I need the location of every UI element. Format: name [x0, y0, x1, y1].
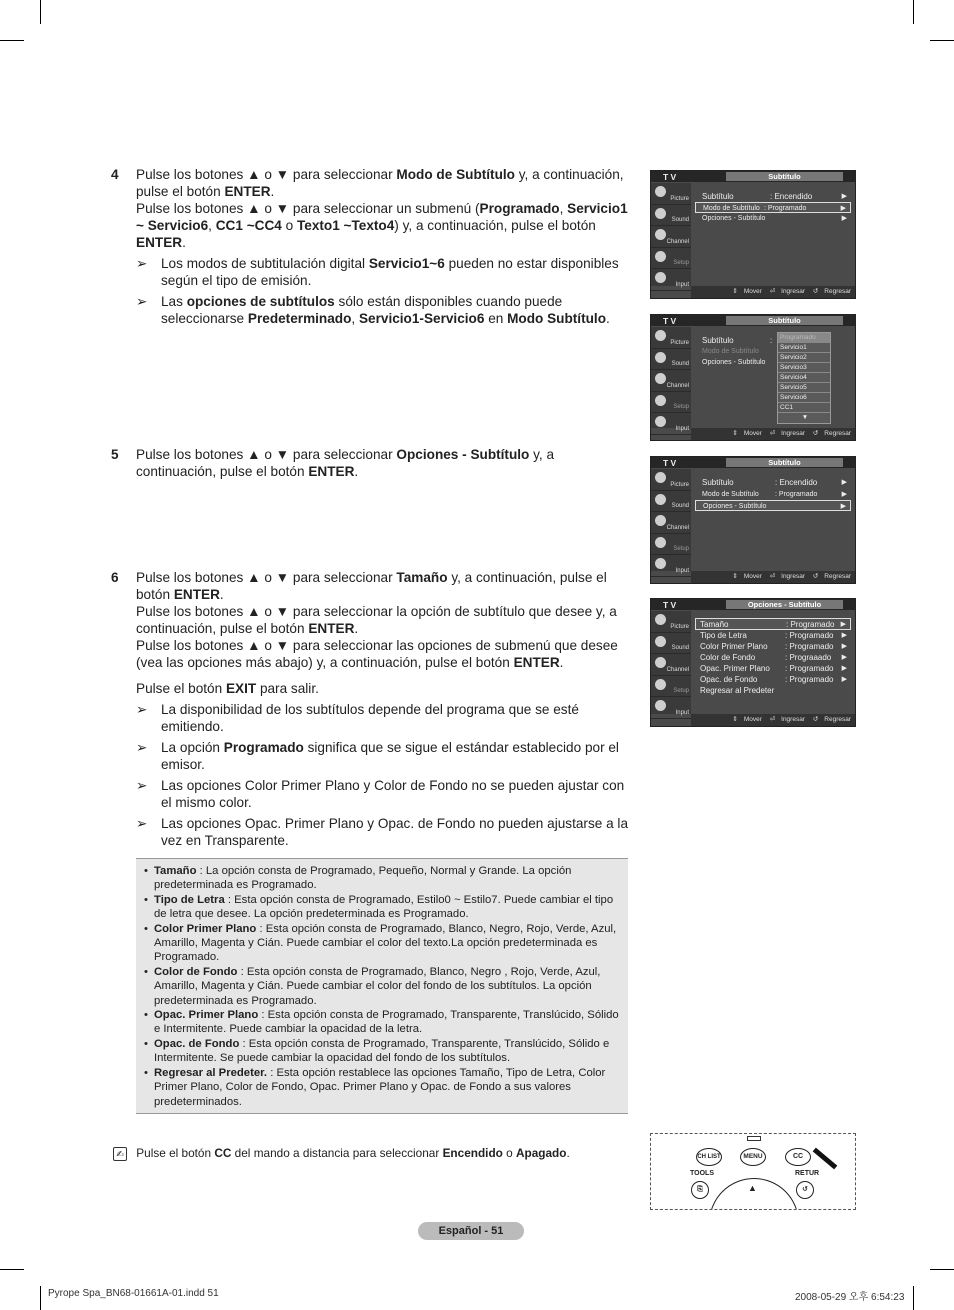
sidebar-label: Setup — [673, 260, 689, 266]
note — [136, 255, 631, 289]
menu-row-selected[interactable] — [695, 202, 851, 213]
picture-icon — [655, 472, 666, 483]
step-text: Pulse los botones ▲ o ▼ para seleccionar Tamaño y, a continuación, pulse el botón ENTER. — [136, 570, 607, 602]
sidebar-item-channel[interactable] — [651, 370, 691, 392]
input-icon — [655, 700, 666, 711]
sidebar-item-setup[interactable] — [651, 676, 691, 698]
tv-footer — [691, 286, 855, 298]
pointer-arrow-icon — [813, 1148, 838, 1170]
arrow-right-icon: ▶ — [841, 632, 847, 639]
menu-row[interactable] — [695, 477, 851, 488]
sidebar-label: Sound — [671, 503, 689, 509]
dropdown-option[interactable]: Servicio1 — [778, 343, 830, 353]
text-bold: Programado — [223, 740, 304, 755]
text-bold: Modo de Subtítulo — [396, 167, 515, 182]
row-key: Tipo de Letra — [700, 631, 747, 640]
cc-button[interactable]: CC — [785, 1148, 811, 1166]
menu-row[interactable] — [695, 630, 851, 641]
text-bold: ENTER — [136, 235, 183, 250]
footer-move: Mover — [743, 716, 762, 723]
crop-mark — [40, 1286, 41, 1310]
footer-move: Mover — [743, 288, 762, 295]
sidebar-item-picture[interactable] — [651, 183, 691, 205]
step-text — [136, 680, 631, 697]
sound-icon — [655, 494, 666, 505]
footer-enter: Ingresar — [781, 430, 805, 437]
up-arrow-icon: ▲ — [748, 1183, 757, 1193]
text: en — [488, 311, 504, 326]
text-bold: opciones de subtítulos — [186, 294, 335, 309]
return-icon: ↺ — [812, 573, 819, 580]
sidebar-item-setup[interactable] — [651, 392, 691, 414]
sidebar-item-setup[interactable] — [651, 248, 691, 270]
setup-icon — [655, 395, 666, 406]
sidebar-item-sound[interactable] — [651, 491, 691, 513]
menu-row-selected[interactable] — [695, 618, 851, 630]
row-key: Subtítulo — [702, 192, 734, 201]
tv-screen-2 — [650, 314, 856, 441]
menu-row[interactable] — [695, 489, 851, 500]
option-name: Regresar al Predeter. — [154, 1066, 268, 1079]
option-text: : Esta opción consta de Programado, Transparente, Translúcido, Sólido e Intermitente. Puede cambiar la opacidad de la letra. — [154, 1009, 619, 1036]
tv-header — [651, 599, 855, 610]
text: Las — [161, 294, 183, 309]
sidebar-item-picture[interactable] — [651, 469, 691, 491]
text-bold: Servicio1~6 — [368, 256, 445, 271]
arrow-right-icon: ▶ — [840, 503, 846, 510]
text-bold: CC1 ~CC4 — [215, 218, 282, 233]
tv-menu-title: Subtítulo — [726, 172, 843, 181]
tv-header — [651, 171, 855, 182]
tools-label: TOOLS — [690, 1170, 714, 1177]
row-value: : Programado — [786, 620, 835, 629]
arrow-right-icon: ▶ — [841, 193, 847, 200]
text-bold: Encendido — [442, 1146, 503, 1160]
tv-footer — [691, 714, 855, 726]
note-arrow-icon: ➢ — [136, 816, 148, 831]
tv-footer — [691, 428, 855, 440]
arrow-right-icon: ▶ — [841, 676, 847, 683]
text-bold: Servicio1-Servicio6 — [358, 311, 485, 326]
text-bold: Apagado — [516, 1146, 567, 1160]
tv-screen-1 — [650, 170, 856, 299]
text: Pulse los botones ▲ o ▼ para seleccionar la opción de subtítulo que desee y, a continuación, pulse el botón — [136, 604, 617, 636]
tv-label: T V — [663, 172, 677, 182]
text: Pulse los botones ▲ o ▼ para seleccionar las opciones de submenú que desee (vea las opciones más abajo) y, a continuación, pulse el botón — [136, 638, 618, 670]
sidebar-item-input[interactable] — [651, 555, 691, 577]
sidebar-label: Picture — [670, 195, 689, 202]
arrow-right-icon: ▶ — [840, 621, 846, 628]
text: Pulse los botones ▲ o ▼ para seleccionar — [136, 167, 393, 182]
sound-icon — [655, 352, 666, 363]
tv-label: T V — [663, 600, 677, 610]
sidebar-label: Setup — [673, 688, 689, 694]
note-arrow-icon: ➢ — [136, 740, 148, 755]
menu-button[interactable]: MENU — [740, 1148, 766, 1166]
return-icon: ↺ — [812, 430, 819, 437]
sidebar-item-picture[interactable] — [651, 327, 691, 349]
note-arrow-icon: ➢ — [136, 778, 148, 793]
footer-file-info: Pyrope Spa_BN68-01661A-01.indd 51 — [48, 1288, 219, 1299]
step-text: Pulse los botones ▲ o ▼ para seleccionar la opción de subtítulo que desee y, a continuación, pulse el botón ENTER. — [136, 604, 617, 636]
text: Pulse los botones ▲ o ▼ para seleccionar — [136, 570, 393, 585]
option-text: : Esta opción restablece las opciones Tamaño, Tipo de Letra, Color Primer Plano, Color de Fondo, Opac. Primer Plano y Opac. de Fondo a sus valores predeterminados. — [154, 1066, 606, 1108]
setup-icon — [655, 251, 666, 262]
sidebar-label: Input — [675, 425, 689, 432]
note-arrow-icon: ➢ — [136, 256, 148, 271]
note-arrow-icon: ➢ — [136, 294, 148, 309]
option-text: : Esta opción consta de Programado, Transparente, Translúcido, Sólido e Intermitente. Se puede cambiar la opacidad del fondo de los subtítulos. — [154, 1037, 610, 1065]
sidebar-label: Sound — [671, 217, 689, 223]
arrow-right-icon: ▶ — [841, 665, 847, 672]
row-value: : Programado — [764, 205, 807, 212]
option-text: : Esta opción consta de Programado, Blanco, Negro , Rojo, Verde, Azul, Amarillo, Magenta y Cián. Puede cambiar el color del fondo de los subtítulos. La opción predeterminada es Programado. — [154, 965, 601, 1007]
footer-enter: Ingresar — [781, 573, 805, 580]
row-value: : Programado — [785, 664, 834, 673]
enter-icon: ⏎ — [769, 288, 776, 295]
return-icon: ↺ — [812, 288, 819, 295]
sidebar-label: Sound — [671, 361, 689, 367]
option-item — [154, 1008, 620, 1037]
text-bold: Texto1 ~Texto4 — [296, 218, 395, 233]
option-name: Color de Fondo — [154, 965, 238, 978]
tv-sidebar — [651, 327, 691, 432]
sidebar-label: Sound — [671, 645, 689, 651]
text-bold: ENTER — [224, 184, 271, 199]
text-bold: EXIT — [225, 681, 257, 696]
arrow-right-icon: ▶ — [841, 215, 847, 222]
sidebar-label: Input — [675, 281, 689, 288]
mode-dropdown[interactable] — [777, 332, 831, 424]
tv-header — [651, 457, 855, 468]
tv-menu — [695, 191, 851, 224]
move-icon: ⇕ — [732, 716, 738, 723]
option-name: Tamaño — [154, 865, 197, 877]
text: Pulse los botones ▲ o ▼ para seleccionar un submenú ( — [136, 201, 480, 216]
sidebar-item-channel[interactable] — [651, 226, 691, 248]
footer-return: Regresar — [824, 573, 851, 580]
tv-menu-title: Subtítulo — [726, 316, 843, 325]
step-4 — [111, 166, 631, 327]
scroll-down-icon[interactable]: ▼ — [801, 414, 809, 421]
option-name: Opac. Primer Plano — [154, 1009, 259, 1022]
row-value: : Encendido — [775, 478, 818, 487]
text: La opción — [161, 740, 220, 755]
text: Pulse el botón — [136, 1146, 212, 1160]
note: ➢ Las opciones de subtítulos sólo están disponibles cuando puede seleccionarse Predeterminado, Servicio1-Servicio6 en Modo Subtítulo. — [136, 294, 610, 326]
sidebar-item-input[interactable] — [651, 697, 691, 719]
option-item — [154, 1037, 620, 1066]
tv-screen-4 — [650, 598, 856, 727]
tv-menu — [695, 618, 851, 696]
move-icon: ⇕ — [732, 288, 738, 295]
sidebar-label: Channel — [666, 238, 689, 245]
crop-mark — [40, 0, 41, 24]
picture-icon — [655, 614, 666, 625]
footer-timestamp: 2008-05-29 오후 6:54:23 — [795, 1292, 905, 1303]
sidebar-item-input[interactable] — [651, 413, 691, 435]
option-item — [154, 965, 620, 1008]
step-number: 6 — [111, 570, 119, 585]
step-text: Pulse los botones ▲ o ▼ para seleccionar las opciones de submenú que desee (vea las opciones más abajo) y, a continuación, pulse el botón ENTER. — [136, 638, 618, 670]
sidebar-label: Input — [675, 709, 689, 716]
channel-icon — [655, 657, 666, 668]
crop-mark — [0, 40, 24, 41]
crop-mark — [913, 1286, 914, 1310]
text: significa que se sigue el estándar establecido por el emisor. — [161, 740, 619, 772]
setup-icon — [655, 679, 666, 690]
input-icon — [655, 558, 666, 569]
note — [136, 815, 631, 849]
footer-enter: Ingresar — [781, 288, 805, 295]
sidebar-label: Setup — [673, 546, 689, 552]
sidebar-label: Picture — [670, 623, 689, 630]
note-arrow-icon: ➢ — [136, 702, 148, 717]
tv-screen-3 — [650, 456, 856, 584]
note — [136, 777, 631, 811]
step-text: Pulse los botones ▲ o ▼ para seleccionar Modo de Subtítulo y, a continuación, pulse el botón ENTER. — [136, 167, 624, 199]
picture-icon — [655, 330, 666, 341]
row-value: : Programado — [775, 491, 818, 498]
row-key: Tamaño — [700, 620, 729, 629]
input-icon — [655, 272, 666, 283]
enter-icon: ⏎ — [769, 573, 776, 580]
sidebar-item-input[interactable] — [651, 269, 691, 291]
row-key: Modo de Subtítulo — [702, 491, 759, 498]
step-text: Pulse los botones ▲ o ▼ para seleccionar Opciones - Subtítulo y, a continuación, pulse el botón ENTER. — [136, 447, 555, 479]
menu-row[interactable] — [695, 652, 851, 663]
return-button[interactable]: ↺ — [796, 1181, 814, 1199]
dropdown-option[interactable]: Servicio6 — [778, 393, 830, 403]
option-item — [154, 893, 620, 922]
sidebar-item-channel[interactable] — [651, 654, 691, 676]
footer-move: Mover — [743, 430, 762, 437]
row-key: Opac. Primer Plano — [700, 664, 770, 673]
text: para salir. — [259, 681, 319, 696]
tv-sidebar — [651, 469, 691, 574]
sidebar-label: Picture — [670, 481, 689, 488]
text-bold: ENTER — [308, 621, 355, 636]
text-bold: Tamaño — [396, 570, 448, 585]
note — [136, 739, 631, 773]
crop-mark — [913, 0, 914, 24]
footer-return: Regresar — [824, 288, 851, 295]
row-value: : Programado — [785, 631, 834, 640]
crop-mark — [930, 1269, 954, 1270]
option-item — [154, 922, 620, 965]
footer-move: Mover — [743, 573, 762, 580]
row-key: Subtítulo — [702, 336, 734, 345]
text-bold: Modo Subtítulo — [507, 311, 606, 326]
step-number: 4 — [111, 167, 119, 182]
arrow-right-icon: ▶ — [841, 479, 847, 486]
tv-header — [651, 315, 855, 326]
text: Pulse el botón — [136, 681, 223, 696]
sidebar-item-sound[interactable] — [651, 349, 691, 371]
option-name: Opac. de Fondo — [154, 1037, 240, 1050]
row-value: : Programado — [785, 675, 834, 684]
remote-control-illustration — [650, 1133, 856, 1210]
move-icon: ⇕ — [732, 573, 738, 580]
tv-label: T V — [663, 458, 677, 468]
ch-list-button[interactable]: CH LIST — [696, 1148, 722, 1166]
row-value: : Encendido — [770, 192, 813, 201]
sound-icon — [655, 208, 666, 219]
menu-row[interactable] — [695, 641, 851, 652]
step-6 — [111, 569, 631, 849]
crop-mark — [930, 40, 954, 41]
row-key: Opciones - Subtítulo — [703, 503, 767, 510]
return-label: RETUR — [795, 1170, 820, 1177]
setup-icon — [655, 537, 666, 548]
input-icon — [655, 416, 666, 427]
tip: ✍ Pulse el botón CC del mando a distancia para seleccionar Encendido o Apagado. — [113, 1145, 633, 1161]
text: La disponibilidad de los subtítulos depende del programa que se esté emitiendo. — [161, 702, 579, 734]
tv-menu-title: Opciones - Subtítulo — [726, 600, 843, 609]
page-number: Español - 51 — [418, 1222, 524, 1240]
text: Las opciones Opac. Primer Plano y Opac. de Fondo no pueden ajustarse a la vez en Transparente. — [161, 816, 628, 848]
tv-label: T V — [663, 316, 677, 326]
menu-row[interactable] — [695, 663, 851, 674]
text: sólo están disponibles cuando puede seleccionarse — [161, 294, 563, 326]
text-bold: ENTER — [513, 655, 560, 670]
option-text: : Esta opción consta de Programado, Blanco, Negro, Rojo, Verde, Azul, Amarillo, Magenta y Cián. Puede cambiar el color del texto.La opción predeterminada es Programado. — [154, 922, 617, 964]
arrow-right-icon: ▶ — [841, 643, 847, 650]
row-key: Opac. de Fondo — [700, 675, 758, 684]
text: ) y, a continuación, pulse el botón — [394, 218, 596, 233]
sidebar-item-picture[interactable] — [651, 611, 691, 633]
text: Los modos de subtitulación digital — [161, 256, 366, 271]
enter-icon: ⏎ — [769, 430, 776, 437]
enter-icon: ⏎ — [769, 716, 776, 723]
text-bold: Opciones - Subtítulo — [396, 447, 530, 462]
footer-return: Regresar — [824, 430, 851, 437]
note — [136, 701, 631, 735]
text: Pulse los botones ▲ o ▼ para seleccionar — [136, 447, 393, 462]
footer-enter: Ingresar — [781, 716, 805, 723]
sidebar-label: Channel — [666, 524, 689, 531]
arrow-right-icon: ▶ — [840, 205, 846, 212]
menu-row[interactable] — [695, 213, 851, 224]
row-key: Modo de Subtítulo — [703, 205, 760, 212]
row-value: : Programado — [785, 642, 834, 651]
text-bold: Programado — [479, 201, 560, 216]
text: y, a continuación, pulse el botón — [136, 570, 607, 602]
step-text: Pulse los botones ▲ o ▼ para seleccionar un submenú (Programado, Servicio1 ~ Servicio6, CC1 ~CC4 o Texto1 ~Texto4) y, a continuación, pulse el botón ENTER. — [136, 201, 628, 250]
dropdown-option[interactable]: Servicio4 — [778, 373, 830, 383]
picture-icon — [655, 186, 666, 197]
sound-icon — [655, 636, 666, 647]
text: o — [506, 1146, 513, 1160]
option-item — [154, 1066, 620, 1109]
option-name: Color Primer Plano — [154, 922, 257, 935]
tv-menu-title: Subtítulo — [726, 458, 843, 467]
step-5 — [111, 446, 631, 480]
move-icon: ⇕ — [732, 430, 738, 437]
text: y, a continuación, pulse el botón — [136, 167, 624, 199]
text: Las opciones Color Primer Plano y Color de Fondo no se pueden ajustar con el mismo color. — [161, 778, 625, 810]
text-bold: ENTER — [173, 587, 220, 602]
option-text: : La opción consta de Programado, Pequeño, Normal y Grande. La opción predeterminada es Programado. — [154, 865, 572, 892]
menu-row[interactable] — [695, 674, 851, 685]
dropdown-option[interactable]: Servicio5 — [778, 383, 830, 393]
text-bold: CC — [214, 1146, 232, 1160]
text-bold: ENTER — [308, 464, 355, 479]
text: pueden no estar disponibles según el tipo de emisión. — [161, 256, 619, 288]
sidebar-item-setup[interactable] — [651, 534, 691, 556]
menu-row-selected[interactable] — [695, 500, 851, 511]
row-key: Opciones - Subtítulo — [702, 215, 766, 222]
menu-row[interactable] — [695, 685, 851, 696]
text-bold: Predeterminado — [247, 311, 352, 326]
sidebar-label: Picture — [670, 339, 689, 346]
sidebar-label: Channel — [666, 382, 689, 389]
return-icon: ↺ — [812, 716, 819, 723]
dropdown-option[interactable]: Servicio3 — [778, 363, 830, 373]
options-box — [136, 858, 628, 1114]
text: y, a continuación, pulse el botón — [136, 447, 555, 479]
menu-row[interactable] — [695, 191, 851, 202]
sidebar-label: Setup — [673, 404, 689, 410]
row-key: Opciones - Subtítulo — [702, 359, 766, 366]
channel-icon — [655, 373, 666, 384]
crop-mark — [0, 1269, 24, 1270]
footer-return: Regresar — [824, 716, 851, 723]
tv-menu — [695, 477, 851, 511]
channel-icon — [655, 515, 666, 526]
channel-icon — [655, 229, 666, 240]
option-name: Tipo de Letra — [154, 893, 225, 906]
options-list — [144, 864, 620, 1109]
sidebar-label: Input — [675, 567, 689, 574]
tools-button[interactable]: ⎘ — [691, 1181, 709, 1199]
row-key: Color de Fondo — [700, 653, 756, 662]
step-number: 5 — [111, 447, 119, 462]
sidebar-item-sound[interactable] — [651, 205, 691, 227]
dropdown-option[interactable]: Servicio2 — [778, 353, 830, 363]
sidebar-item-sound[interactable] — [651, 633, 691, 655]
row-value: : Prograaado — [785, 653, 832, 662]
tv-sidebar — [651, 611, 691, 714]
tip-icon: ✍ — [113, 1147, 127, 1161]
arrow-right-icon: ▶ — [841, 654, 847, 661]
arrow-right-icon: ▶ — [841, 491, 847, 498]
row-key: Regresar al Predeter — [700, 686, 775, 695]
sidebar-item-channel[interactable] — [651, 512, 691, 534]
sidebar-label: Channel — [666, 666, 689, 673]
tv-sidebar — [651, 183, 691, 286]
text-bold: Servicio1 ~ Servicio6 — [136, 201, 628, 233]
row-key: Color Primer Plano — [700, 642, 768, 651]
option-item — [154, 864, 620, 893]
tv-footer — [691, 571, 855, 583]
row-key: Subtítulo — [702, 478, 734, 487]
dropdown-option[interactable]: Programado — [778, 333, 830, 343]
remote-indicator-icon — [747, 1136, 761, 1141]
row-value: : — [770, 336, 773, 345]
row-key: Modo de Subtítulo — [702, 348, 759, 355]
dropdown-option[interactable]: CC1 — [778, 403, 830, 413]
option-text: : Esta opción consta de Programado, Estilo0 ~ Estilo7. Puede cambiar el tipo de letra que desee. La opción predeterminada es Programado. — [154, 893, 614, 921]
text: del mando a distancia para seleccionar — [234, 1146, 440, 1160]
